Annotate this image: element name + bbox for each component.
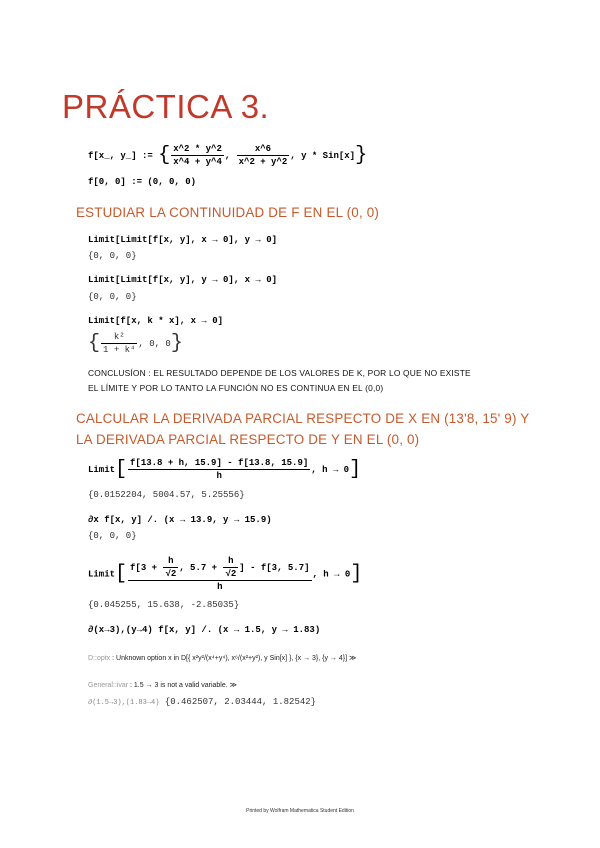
output-partial-derivative: {0, 0, 0}	[88, 531, 137, 541]
function-definition-origin[interactable]: f[0, 0] := (0, 0, 0)	[88, 177, 197, 187]
out7-prefix: ∂(1.5→3),(1.83→4)	[88, 699, 160, 707]
conclusion-line-1: CONCLUSÍON : EL RESULTADO DEPENDE DE LOS VALORES DE K, POR LO QUE NO EXISTE	[88, 368, 471, 378]
message-optx[interactable]	[88, 654, 356, 662]
in6-num: f[3 + $\frac{h}{√2}$ , 5.7 + $\frac{h}{√2}$ ] - f[3, 5.7]	[130, 556, 310, 579]
out3-den: 1 + k⁴	[103, 345, 136, 355]
page-footer: Printed by Wolfram Mathematica Student Edition	[246, 808, 354, 814]
in6-tail: , h → 0	[312, 569, 351, 580]
message-ivar-text: : 1.5 → 3 is not a valid variable. ≫	[128, 682, 237, 689]
in4-head: Limit	[88, 464, 116, 475]
section-derivative-heading-1: CALCULAR LA DERIVADA PARCIAL RESPECTO DE X EN (13'8, 15' 9) Y	[76, 411, 530, 426]
in4-num: f[13.8 + h, 15.9] - f[13.8, 15.9]	[130, 458, 309, 468]
message-optx-name[interactable]: D::optx	[88, 655, 111, 662]
message-optx-text: : Unknown option x in D[{ x²y²/(x⁴+y⁴), x⁶/(x²+y²), y Sin[x] }, {x → 3}, {y → 4}] ≫	[110, 655, 357, 662]
input-partial-x-limit[interactable]: Limit[ $\frac{f[13.8 + h, 15.9] - f[13.8, 15.9]}{h}$ , h → 0]	[88, 458, 362, 481]
def-num2: x^6	[237, 144, 290, 156]
message-ivar[interactable]	[88, 681, 237, 689]
output-directional-derivative-limit: {0.045255, 15.638, -2.85035}	[88, 600, 240, 610]
def-tail: , y * Sin[x]	[290, 150, 356, 161]
in4-den: h	[216, 471, 222, 481]
input-iterated-limit-2[interactable]: Limit[Limit[f[x, y], y → 0], x → 0]	[88, 275, 278, 285]
in6-head: Limit	[88, 569, 116, 580]
in6-den: h	[217, 582, 223, 592]
input-directional-derivative-limit[interactable]: Limit[ f[3 + $\frac{h}{√2}$ , 5.7 + $\frac{h}{√2}$ ] - f[3, 5.7] h , h → 0]	[88, 556, 363, 592]
in4-tail: , h → 0	[311, 464, 350, 475]
output-gradient-derivative	[88, 697, 316, 707]
out3-num: k²	[101, 332, 137, 344]
conclusion-line-2: EL LÍMITE Y POR LO TANTO LA FUNCIÓN NO ES CONTINUA EN EL (0,0)	[88, 383, 384, 393]
page-title: PRÁCTICA 3.	[62, 88, 270, 125]
input-directional-limit[interactable]: Limit[f[x, k * x], x → 0]	[88, 316, 224, 326]
section-derivative-heading-2: LA DERIVADA PARCIAL RESPECTO DE Y EN EL (0, 0)	[76, 432, 420, 447]
output-iterated-limit-1: {0, 0, 0}	[88, 251, 137, 261]
output-directional-limit: { $\frac{\text{k²}}{\text{1 + k⁴}}$ , 0, 0}	[88, 332, 183, 355]
function-definition[interactable]: f[x_, y_] := { $\frac{x\^{}2 * y\^{}2}{x\^{}4 + y\^{}4}$ , $\frac{x\^{}6}{x\^{}2 + y\^{}2}$ , y * Sin[x]}	[88, 144, 368, 167]
input-iterated-limit-1[interactable]: Limit[Limit[f[x, y], x → 0], y → 0]	[88, 235, 278, 245]
section-continuity-heading: ESTUDIAR LA CONTINUIDAD DE F EN EL (0, 0)	[76, 205, 380, 220]
message-ivar-name[interactable]: General::ivar	[88, 682, 129, 689]
def-den2: x^2 + y^2	[238, 157, 288, 167]
input-gradient-derivative[interactable]: ∂(x→3),(y→4) f[x, y] /. (x → 1.5, y → 1.83)	[88, 625, 321, 635]
out3-tail: , 0, 0	[138, 338, 171, 349]
input-partial-derivative[interactable]: ∂x f[x, y] /. (x → 13.9, y → 15.9)	[88, 515, 272, 525]
def-head: f[x_, y_] :=	[88, 150, 159, 161]
output-partial-x-limit: {0.0152204, 5004.57, 5.25556}	[88, 490, 245, 500]
def-den1: x^4 + y^4	[173, 157, 222, 167]
output-iterated-limit-2: {0, 0, 0}	[88, 292, 137, 302]
out7-value: {0.462507, 2.03444, 1.82542}	[164, 697, 317, 707]
def-num1: x^2 * y^2	[173, 144, 222, 154]
